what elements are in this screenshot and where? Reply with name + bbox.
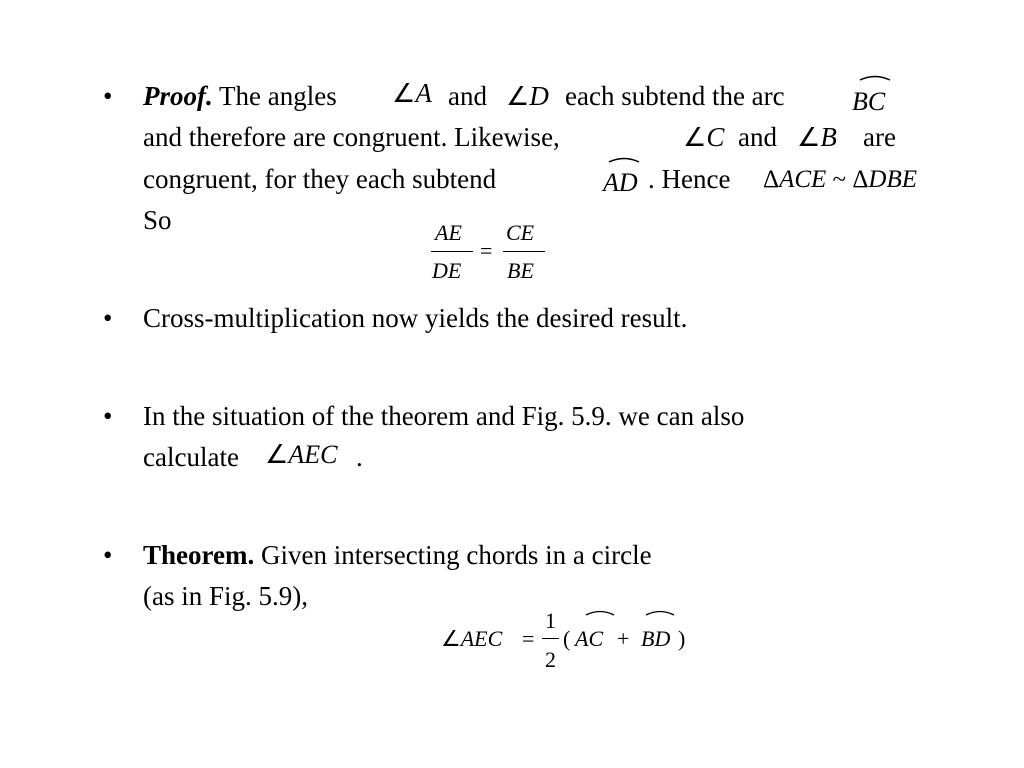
proof-line-2: and therefore are congruent. Likewise, bbox=[143, 122, 560, 152]
theorem-rparen: ) bbox=[678, 626, 686, 651]
arc-ad-icon bbox=[607, 156, 641, 164]
bullet-4: • bbox=[103, 540, 113, 570]
theorem-lparen: ( bbox=[563, 626, 571, 651]
and-1: and bbox=[448, 81, 487, 111]
triangle-icon: Δ bbox=[763, 166, 780, 193]
each-subtend-text: each subtend the arc bbox=[565, 81, 785, 111]
theorem-equals: = bbox=[522, 626, 535, 651]
angle-c: ∠C bbox=[683, 122, 725, 152]
situation-line-2: calculate bbox=[143, 442, 239, 472]
theorem-angle-aec: ∠AEC bbox=[441, 626, 503, 651]
angle-symbol-icon: ∠ bbox=[797, 123, 821, 152]
bullet-2: • bbox=[103, 303, 113, 333]
are-text: are bbox=[863, 122, 896, 152]
angle-symbol-icon: ∠ bbox=[392, 79, 416, 108]
theorem-arc-bd: BD bbox=[641, 626, 671, 651]
proof-line-1: Proof. The angles bbox=[143, 81, 337, 111]
half-fraction-bar bbox=[542, 638, 559, 639]
angle-a: ∠A bbox=[392, 78, 432, 108]
triangle-icon: Δ bbox=[852, 166, 869, 193]
theorem-half-den: 2 bbox=[545, 647, 556, 672]
angle-symbol-icon: ∠ bbox=[441, 626, 461, 651]
ratio-den-1: DE bbox=[432, 258, 462, 283]
similar-triangles: ΔACE ~ ΔDBE bbox=[763, 166, 918, 193]
situation-line-1: In the situation of the theorem and Fig. 5.9. we can also bbox=[143, 401, 745, 431]
ratio-equals: = bbox=[480, 238, 493, 263]
angle-symbol-icon: ∠ bbox=[265, 440, 289, 469]
angle-aec: ∠AEC bbox=[265, 440, 338, 469]
fraction-bar-1 bbox=[431, 251, 473, 252]
arc-ad-label: AD bbox=[603, 168, 638, 197]
arc-bd-icon bbox=[644, 609, 676, 617]
bullet-1: • bbox=[103, 81, 113, 111]
arc-bc-label: BC bbox=[852, 87, 886, 116]
angle-symbol-icon: ∠ bbox=[683, 123, 707, 152]
situation-period: . bbox=[356, 442, 363, 472]
bullet-3: • bbox=[103, 401, 113, 431]
and-2: and bbox=[738, 122, 777, 152]
proof-heading: Proof. bbox=[143, 81, 213, 111]
angle-b: ∠B bbox=[797, 122, 837, 152]
hence-text: . Hence bbox=[648, 164, 731, 194]
angle-d: ∠D bbox=[506, 81, 549, 111]
ratio-den-2: BE bbox=[507, 258, 534, 283]
arc-ac-icon bbox=[584, 609, 616, 617]
angle-symbol-icon: ∠ bbox=[506, 82, 530, 111]
ratio-num-2: CE bbox=[506, 220, 535, 245]
ratio-num-1: AE bbox=[435, 220, 462, 245]
proof-line-4: So bbox=[143, 205, 172, 235]
theorem-plus: + bbox=[617, 626, 630, 651]
theorem-half-num: 1 bbox=[545, 608, 556, 633]
arc-bc-icon bbox=[858, 74, 892, 82]
theorem-line-1: Theorem. Given intersecting chords in a circle bbox=[143, 540, 652, 570]
theorem-arc-ac: AC bbox=[575, 626, 604, 651]
proof-line-3: congruent, for they each subtend bbox=[143, 164, 497, 194]
fraction-bar-2 bbox=[503, 251, 545, 252]
theorem-heading: Theorem. bbox=[143, 540, 255, 570]
cross-multiplication-text: Cross-multiplication now yields the desired result. bbox=[143, 303, 688, 333]
theorem-line-2: (as in Fig. 5.9), bbox=[143, 581, 308, 611]
